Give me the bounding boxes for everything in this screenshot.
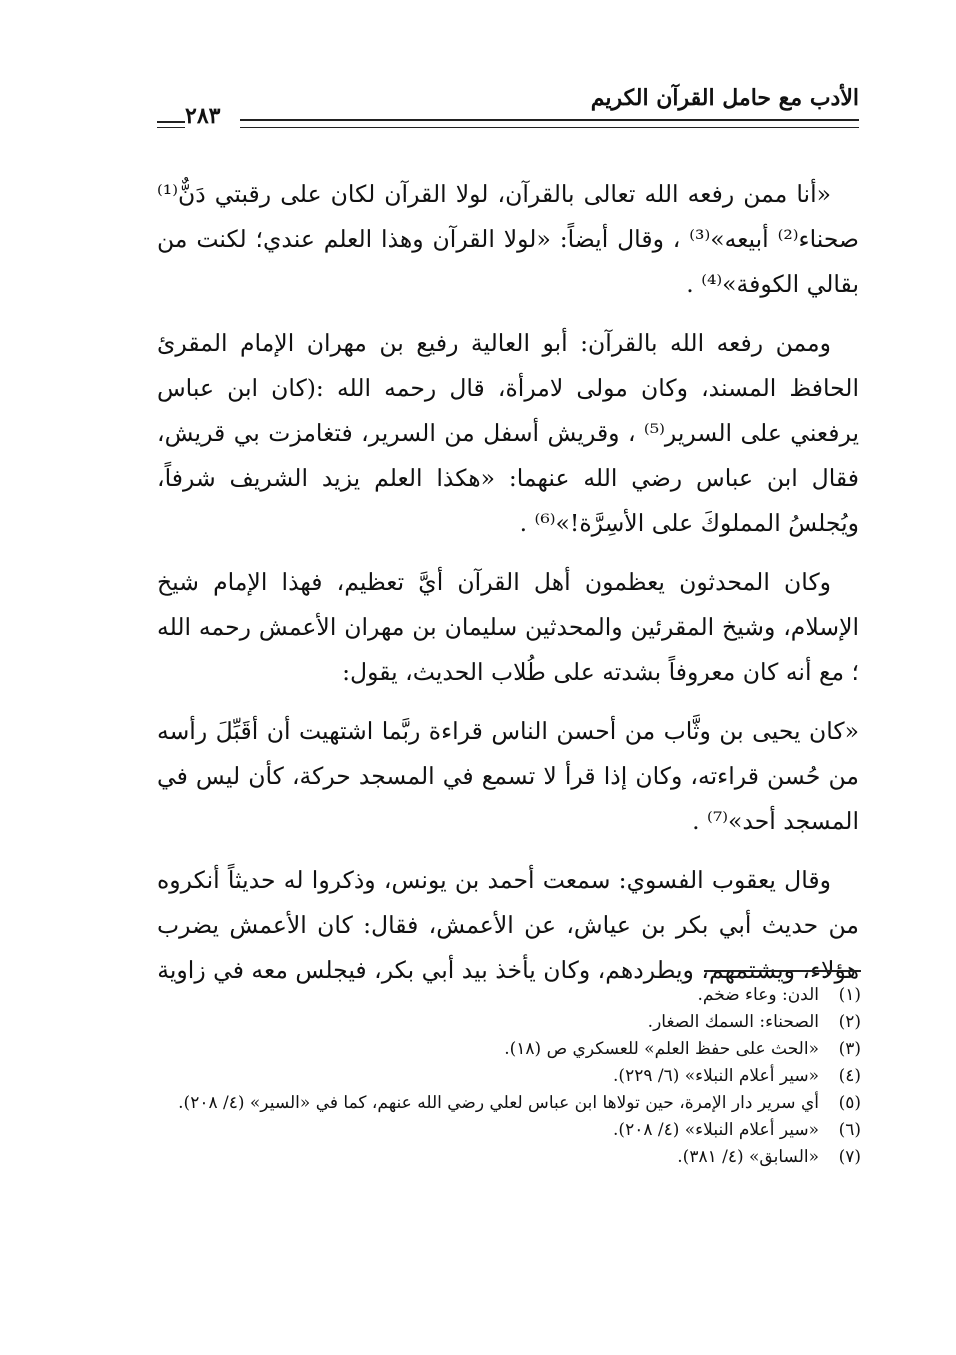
footnote-number: (٣)	[838, 1039, 861, 1059]
page-number: ٢٨٣	[185, 103, 221, 129]
running-title: الأدب مع حامل القرآن الكريم	[590, 85, 859, 111]
footnote-text: الدن: وعاء ضخم.	[697, 985, 819, 1005]
footnotes-list	[157, 982, 861, 1171]
footnote-item	[157, 1144, 861, 1171]
footnote-item	[157, 1009, 861, 1036]
footnote-number: (٧)	[838, 1147, 861, 1167]
footnote-separator	[704, 970, 861, 972]
footnote-item	[157, 1036, 861, 1063]
paragraph-quote-1: «أنا ممن رفعه الله تعالى بالقرآن، لولا القرآن لكان على رقبتي دَنٌّ⁽¹⁾ صحناء⁽²⁾ أبيعه»⁽³⁾ ، وقال أيضاً: «لولا القرآن وهذا العلم عندي؛ لكنت من بقالي الكوفة»⁽⁴⁾ .	[157, 180, 859, 298]
footnote-item	[157, 1090, 861, 1117]
footnote-item	[157, 1117, 861, 1144]
footnote-number: (٤)	[838, 1066, 861, 1086]
paragraph-quote-yahya: «كان يحيى بن وثَّاب من أحسن الناس قراءة ربَّما اشتهيت أن أقَبِّلَ رأسه من حُسن قراءته، وكان إذا قرأ لا تسمع في المسجد حركة، كأن ليس في المسجد أحد»⁽⁷⁾ .	[157, 717, 859, 835]
paragraph-muhaddithun: وكان المحدثون يعظمون أهل القرآن أيَّ تعظيم، فهذا الإمام شيخ الإسلام، وشيخ المقرئين والمحدثين سليمان بن مهران الأعمش رحمه الله ؛ مع أنه كان معروفاً بشدته على طُلاب الحديث، يقول:	[157, 568, 859, 686]
footnote-item	[157, 982, 861, 1009]
paragraph-abu-al-aliya: وممن رفعه الله بالقرآن: أبو العالية رفيع بن مهران الإمام المقرئ الحافظ المسند، وكان مولى لامرأة، قال رحمه الله :(كان ابن عباس يرفعني على السرير⁽⁵⁾ ، وقريش أسفل من السرير، فتغامزت بي قريش، فقال ابن عباس رضي الله عنهما: «هكذا العلم يزيد الشريف شرفاً، ويُجلسُ المملوكَ على الأسِرَّة!»⁽⁶⁾ .	[157, 329, 860, 537]
footnote-text: «سير أعلام النبلاء» (٦/ ٢٢٩).	[613, 1066, 819, 1086]
page-number-rule	[157, 121, 185, 128]
footnote-text: «سير أعلام النبلاء» (٤/ ٢٠٨).	[613, 1120, 819, 1140]
footnote-number: (٢)	[838, 1012, 861, 1032]
footnote-number: (١)	[838, 985, 861, 1005]
header-rule	[240, 119, 859, 128]
footnote-text: الصحناء: السمك الصغار.	[647, 1012, 819, 1032]
body-text	[157, 172, 859, 1007]
footnote-text: «السابق» (٤/ ٣٨١).	[677, 1147, 819, 1167]
footnote-number: (٥)	[838, 1093, 861, 1113]
footnote-number: (٦)	[838, 1120, 861, 1140]
footnote-item	[157, 1063, 861, 1090]
footnote-text: «الحث على حفظ العلم» للعسكري ص (١٨).	[504, 1039, 819, 1059]
paragraph-yaqub-al-fasawi: وقال يعقوب الفسوي: سمعت أحمد بن يونس، وذكروا له حديثاً أنكروه من حديث أبي بكر بن عياش، عن الأعمش، فقال: كان الأعمش يضرب هؤلاء، ويشتمهم، ويطردهم، وكان يأخذ بيد أبي بكر، فيجلس معه في زاوية	[157, 866, 859, 984]
footnote-text: أي سرير دار الإمرة، حين تولاها ابن عباس لعلي رضي الله عنهم، كما في «السير» (٤/ ٢٠٨).	[178, 1093, 819, 1113]
